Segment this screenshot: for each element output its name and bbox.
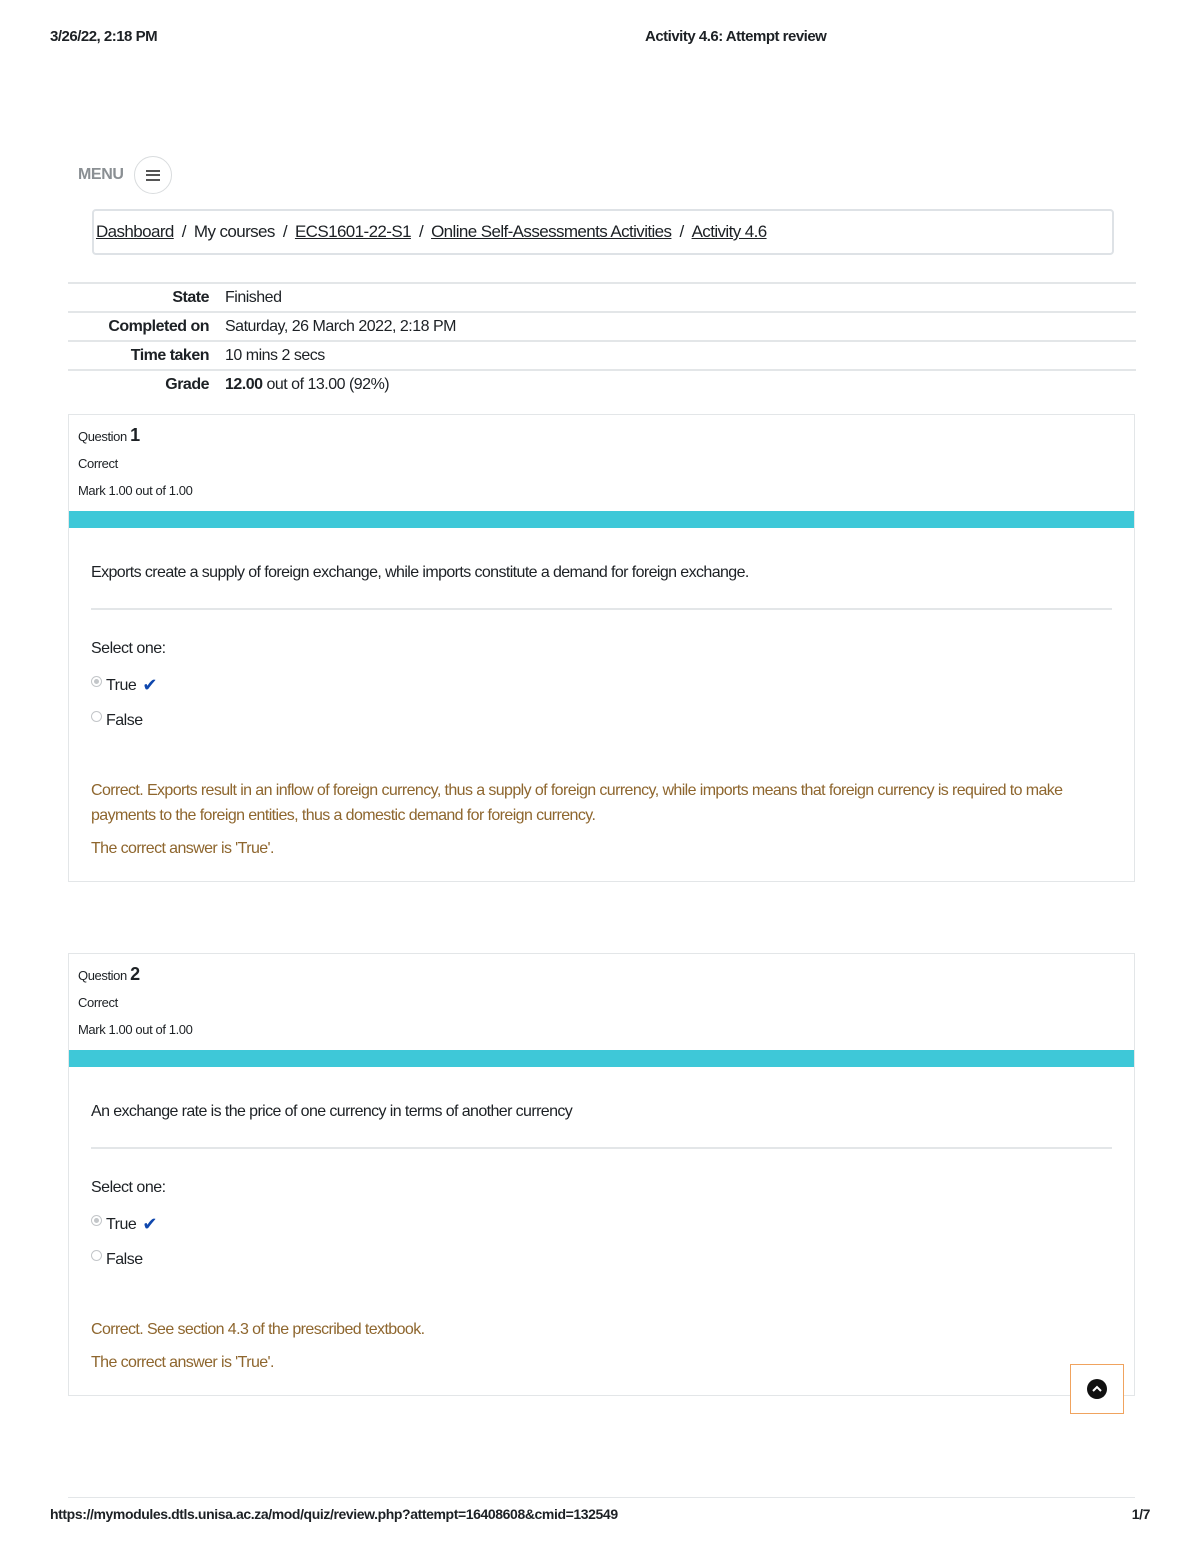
- radio-checked-icon[interactable]: [91, 1215, 102, 1226]
- print-date: 3/26/22, 2:18 PM: [50, 28, 158, 45]
- footer-divider: [68, 1497, 1135, 1498]
- option-false[interactable]: [91, 1242, 1112, 1277]
- right-answer: The correct answer is 'True'.: [91, 1354, 274, 1371]
- question-label: Question: [78, 429, 127, 444]
- answer-prompt: Select one:: [91, 640, 166, 657]
- answer-block: [69, 1149, 1134, 1301]
- radio-icon[interactable]: [91, 711, 102, 722]
- option-label: False: [106, 711, 143, 729]
- back-to-top-button[interactable]: [1070, 1364, 1124, 1414]
- summary-row-state: [68, 284, 1136, 313]
- question-label: Question: [78, 968, 127, 983]
- chevron-up-icon: [1087, 1379, 1107, 1399]
- option-true[interactable]: [91, 1207, 1112, 1242]
- menu-label: MENU: [78, 166, 124, 183]
- question-header-bar: [69, 511, 1134, 528]
- checkmark-icon: ✔: [142, 1214, 157, 1234]
- breadcrumb-course[interactable]: ECS1601-22-S1: [294, 222, 411, 241]
- breadcrumb-section[interactable]: Online Self-Assessments Activities: [431, 222, 672, 241]
- summary-row-completed: [68, 313, 1136, 342]
- radio-icon[interactable]: [91, 1250, 102, 1261]
- question-state: Correct: [78, 456, 118, 471]
- print-header: [50, 28, 1150, 50]
- summary-value: Saturday, 26 March 2022, 2:18 PM: [225, 317, 456, 335]
- page-number: 1/7: [1131, 1506, 1150, 1522]
- breadcrumb-separator: /: [418, 222, 424, 241]
- question-number-value: 2: [130, 964, 140, 984]
- question-number: [78, 964, 1125, 985]
- general-feedback: Correct. See section 4.3 of the prescribed textbook.: [91, 1321, 425, 1338]
- grade-rest: out of 13.00 (92%): [262, 375, 390, 393]
- question-2: [68, 953, 1135, 1396]
- summary-cutoff-row: [68, 266, 1136, 284]
- grade-score: 12.00: [225, 375, 263, 393]
- option-label: True: [106, 1215, 137, 1233]
- question-text: An exchange rate is the price of one currency in terms of another currency: [91, 1103, 573, 1120]
- question-1: [68, 414, 1135, 882]
- breadcrumb: [92, 209, 1114, 255]
- option-false[interactable]: [91, 703, 1112, 738]
- option-label: True: [106, 676, 137, 694]
- answer-prompt: Select one:: [91, 1179, 166, 1196]
- radio-checked-icon[interactable]: [91, 676, 102, 687]
- general-feedback: Correct. Exports result in an inflow of foreign currency, thus a supply of foreign currency, while imports means that foreign currency is required to make payments to the foreign entities, thus a domestic demand for foreign currency.: [91, 782, 1063, 824]
- right-answer: The correct answer is 'True'.: [91, 840, 274, 857]
- question-number-value: 1: [130, 425, 140, 445]
- answer-block: [69, 610, 1134, 762]
- option-true[interactable]: [91, 668, 1112, 703]
- page-url: https://mymodules.dtls.unisa.ac.za/mod/quiz/review.php?attempt=16408608&cmid=132549: [50, 1506, 618, 1522]
- question-number: [78, 425, 1125, 446]
- summary-key: State: [172, 288, 209, 306]
- summary-value: [225, 376, 389, 394]
- summary-row-grade: [68, 371, 1136, 398]
- question-header-bar: [69, 1050, 1134, 1067]
- option-label: False: [106, 1250, 143, 1268]
- breadcrumb-separator: /: [181, 222, 186, 241]
- hamburger-icon[interactable]: [134, 156, 172, 194]
- question-state: Correct: [78, 995, 118, 1010]
- breadcrumb-activity[interactable]: Activity 4.6: [691, 222, 767, 241]
- breadcrumb-my-courses: My courses: [193, 222, 275, 241]
- summary-value: 10 mins 2 secs: [225, 346, 325, 364]
- summary-key: Time taken: [130, 346, 209, 364]
- summary-row-time: [68, 342, 1136, 371]
- question-text: Exports create a supply of foreign exchange, while imports constitute a demand for foreign exchange.: [91, 564, 749, 581]
- feedback: [69, 1301, 1134, 1395]
- question-info: [69, 415, 1134, 511]
- breadcrumb-dashboard[interactable]: Dashboard: [96, 222, 174, 241]
- checkmark-icon: ✔: [142, 675, 157, 695]
- summary-key: Completed on: [108, 317, 209, 335]
- document-title: Activity 4.6: Attempt review: [645, 28, 827, 45]
- question-info: [69, 954, 1134, 1050]
- menu-toggle[interactable]: [78, 156, 172, 194]
- question-mark: Mark 1.00 out of 1.00: [78, 483, 193, 498]
- print-footer: [50, 1506, 1150, 1528]
- breadcrumb-separator: /: [679, 222, 684, 241]
- attempt-summary-table: [68, 266, 1136, 398]
- question-mark: Mark 1.00 out of 1.00: [78, 1022, 193, 1037]
- breadcrumb-separator: /: [282, 222, 287, 241]
- summary-value: Finished: [225, 288, 282, 306]
- summary-key: Grade: [165, 375, 209, 393]
- feedback: [69, 762, 1134, 881]
